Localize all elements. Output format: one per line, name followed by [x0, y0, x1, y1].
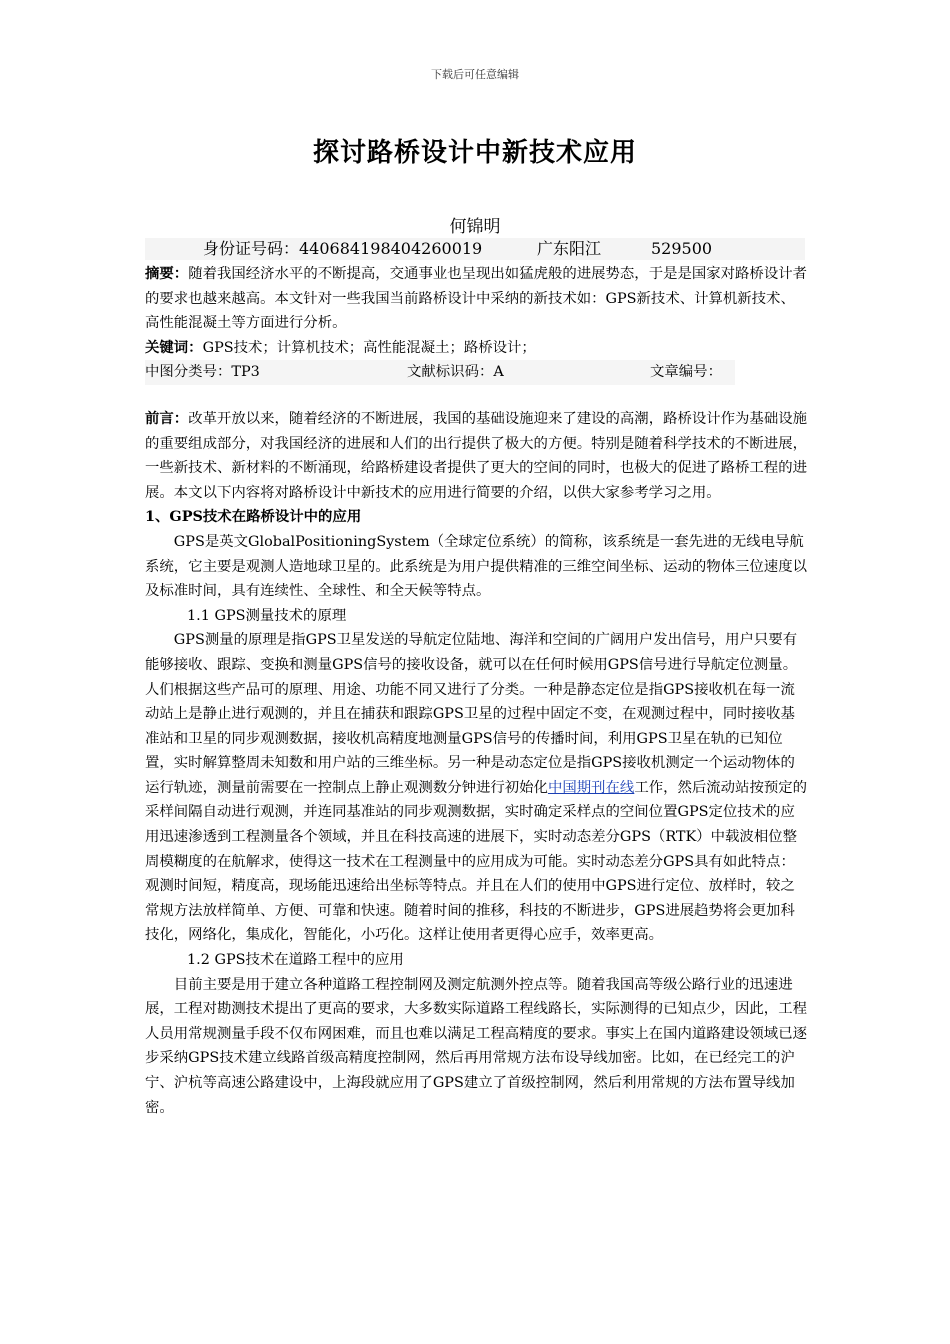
- subsection-1-1-heading: 1.1 GPS测量技术的原理: [187, 607, 347, 624]
- journal-link[interactable]: 中国期刊在线: [547, 779, 635, 796]
- section-1-heading: 1、GPS技术在路桥设计中的应用: [145, 508, 362, 526]
- subsection-1-2-text: 目前主要是用于建立各种道路工程控制网及测定航测外控点等。随着我国高等级公路行业的迅速进展，工程对勘测技术提出了更高的要求，大多数实际道路工程线路长，实际测得的已知点少，因此，工程人员用常规测量手段不仅布网困难，而且也难以满足工程高精度的要求。事实上在国内道路建设领域已逐步采纳GPS技术建立线路首级高精度控制网，然后再用常规方法布设导线加密。比如，在已经完工的沪宁、沪杭等高速公路建设中，上海段就应用了GPS建立了首级控制网，然后利用常规的方法布置导线加密。: [145, 976, 807, 1116]
- subsection-1-1-text-part2: 工作，然后流动站按预定的采样间隔自动进行观测，并连同基准站的同步观测数据，实时确定采样点的空间位置GPS定位技术的应用迅速渗透到工程测量各个领域，并且在科技高速的进展下，实时动态差分GPS（RTK）中载波相位整周模糊度的在航解求，使得这一技术在工程测量中的应用成为可能。实时动态差分GPS具有如此特点：观测时间短，精度高，现场能迅速给出坐标等特点。并且在人们的使用中GPS进行定位、放样时，较之常规方法放样简单、方便、可靠和快速。随着时间的推移，科技的不断进步，GPS进展趋势将会更加科技化，网络化，集成化，智能化，小巧化。这样让使用者更得心应手，效率更高。: [145, 779, 808, 944]
- page-title: 探讨路桥设计中新技术应用: [312, 138, 637, 168]
- preface-paragraph: [145, 407, 808, 505]
- document-code: 文献标识码：A: [407, 364, 504, 381]
- keywords-paragraph: [145, 336, 808, 361]
- section-1-intro: GPS是英文GlobalPositioningSystem（全球定位系统）的简称，该系统是一套先进的无线电导航系统，它主要是观测人造地球卫星的。此系统是为用户提供精准的三维空间坐标、运动的物体三位速度以及标准时间，具有连续性、全球性、和全天候等特点。: [145, 533, 807, 600]
- location: 广东阳江: [537, 239, 602, 258]
- subsection-1-1-text-part1: GPS测量的原理是指GPS卫星发送的导航定位陆地、海洋和空间的广阔用户发出信号，用户只要有能够接收、跟踪、变换和测量GPS信号的接收设备，就可以在任何时候用GPS信号进行导航定位测量。人们根据这些产品可的原理、用途、功能不同又进行了分类。一种是静态定位是指GPS接收机在每一流动站上是静止进行观测的，并且在捕获和跟踪GPS卫星的过程中固定不变，在观测过程中，同时接收基准站和卫星的同步观测数据，接收机高精度地测量GPS信号的传播时间，利用GPS卫星在轨的已知位置，实时解算整周未知数和用户站的三维坐标。另一种是动态定位是指GPS接收机测定一个运动物体的运行轨迹，测量前需要在一控制点上静止观测数分钟进行初始化: [145, 632, 798, 796]
- preface-text: 改革开放以来，随着经济的不断进展，我国的基础设施迎来了建设的高潮，路桥设计作为基础设施的重要组成部分，对我国经济的进展和人们的出行提供了极大的方便。特别是随着科学技术的不断进展，一些新技术、新材料的不断涌现，给路桥建设者提供了更大的空间的同时，也极大的促进了路桥工程的进展。本文以下内容将对路桥设计中新技术的应用进行简要的介绍，以供大家参考学习之用。: [145, 410, 807, 501]
- clc-number: 中图分类号：TP3: [145, 364, 260, 381]
- subsection-1-1-text: [145, 628, 808, 948]
- abstract-label: 摘要：: [145, 265, 189, 282]
- abstract-paragraph: [145, 262, 808, 336]
- abstract-text: 随着我国经济水平的不断提高，交通事业也呈现出如猛虎般的进展势态，于是是国家对路桥设计者的要求也越来越高。本文针对一些我国当前路桥设计中采纳的新技术如：GPS新技术、计算机新技术、高性能混凝土等方面进行分析。: [145, 266, 807, 332]
- postcode: 529500: [651, 239, 713, 258]
- article-number: 文章编号：: [650, 364, 722, 381]
- subsection-1-2-heading: 1.2 GPS技术在道路工程中的应用: [187, 952, 404, 969]
- keywords-text: GPS技术；计算机技术；高性能混凝土；路桥设计；: [202, 339, 536, 356]
- keywords-label: 关键词：: [145, 338, 203, 356]
- classification-row: [145, 360, 735, 385]
- document-body: [145, 262, 808, 1120]
- id-line: [145, 238, 805, 260]
- id-number: 身份证号码：440684198404260019: [203, 239, 483, 258]
- preface-label: 前言：: [145, 409, 189, 427]
- header-note: 下载后可任意编辑: [431, 68, 519, 81]
- author-name: 何锦明: [449, 217, 501, 237]
